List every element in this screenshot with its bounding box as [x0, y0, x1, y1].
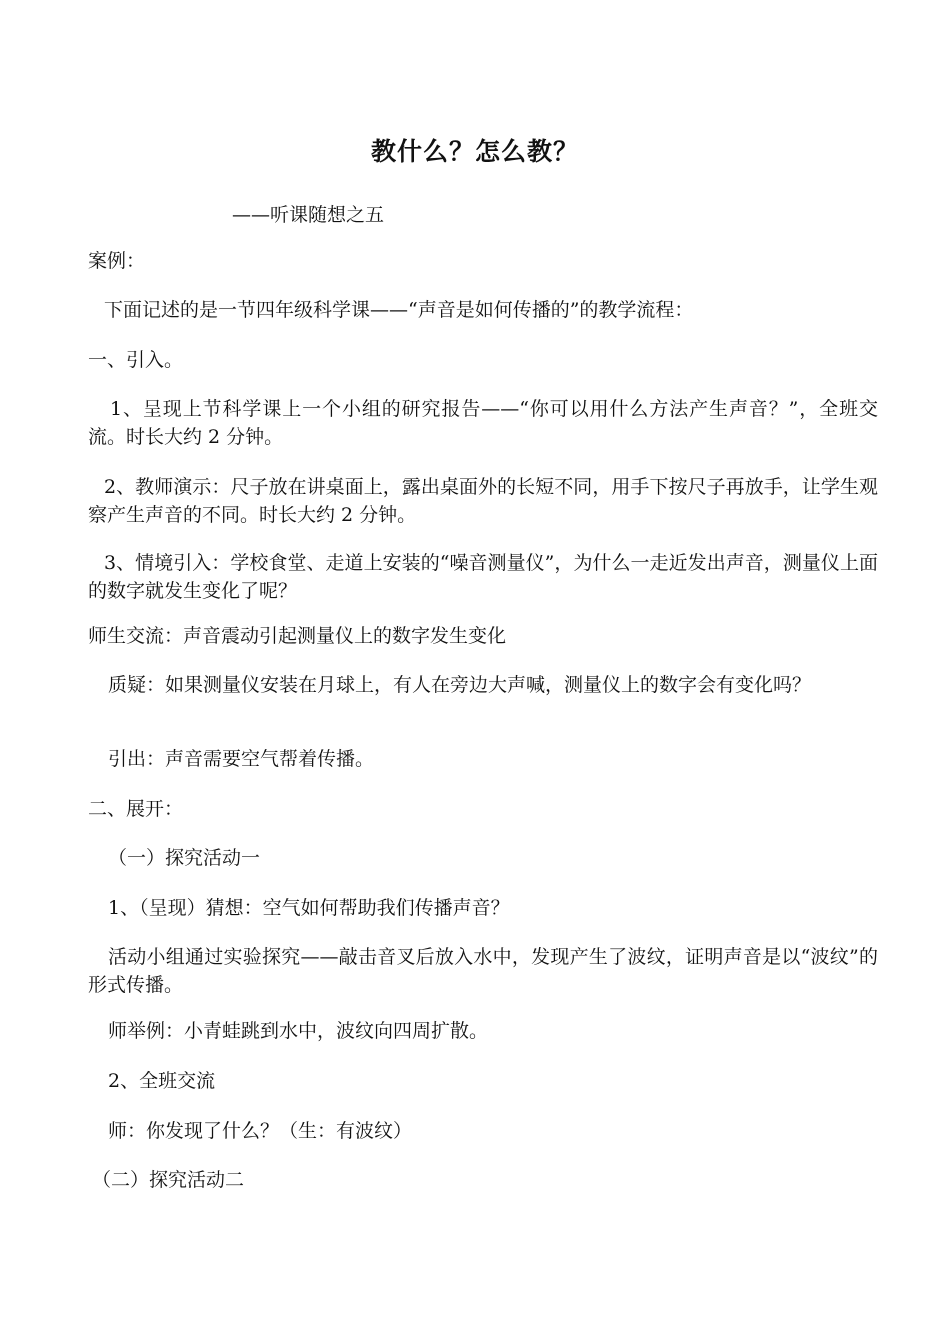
- paragraph-step-2: 2、教师演示：尺子放在讲桌面上，露出桌面外的长短不同，用手下按尺子再放手，让学生观察产生声音的不同。时长大约 2 分钟。: [88, 476, 878, 526]
- heading-activity-2: （二）探究活动二: [92, 1169, 245, 1191]
- paragraph-lead-out: 引出：声音需要空气帮着传播。: [108, 748, 375, 770]
- document-subtitle: ——听课随想之五: [232, 204, 385, 226]
- paragraph-question: 质疑：如果测量仪安装在月球上，有人在旁边大声喊，测量仪上的数字会有变化吗？: [108, 674, 812, 696]
- heading-section-2: 二、展开：: [88, 798, 184, 820]
- heading-activity-1: （一）探究活动一: [108, 847, 261, 869]
- paragraph-intro: 下面记述的是一节四年级科学课——“声音是如何传播的”的教学流程：: [104, 299, 694, 321]
- paragraph-experiment: 活动小组通过实验探究——敲击音叉后放入水中，发现产生了波纹，证明声音是以“波纹”的形式传播。: [88, 946, 878, 996]
- paragraph-example: 师举例：小青蛙跳到水中，波纹向四周扩散。: [108, 1020, 489, 1042]
- paragraph-class-exchange: 2、全班交流: [108, 1070, 216, 1092]
- paragraph-dialogue: 师：你发现了什么？（生：有波纹）: [108, 1120, 413, 1142]
- paragraph-guess: 1、（呈现）猜想：空气如何帮助我们传播声音？: [108, 897, 510, 919]
- heading-section-1: 一、引入。: [88, 349, 184, 371]
- paragraph-step-3: 3、情境引入：学校食堂、走道上安装的“噪音测量仪”，为什么一走近发出声音，测量仪上面的数字就发生变化了呢？: [88, 552, 878, 602]
- paragraph-case-label: 案例：: [88, 250, 146, 272]
- paragraph-step-1: 1、呈现上节科学课上一个小组的研究报告——“你可以用什么方法产生声音？”，全班交流。时长大约 2 分钟。: [88, 398, 878, 448]
- document-title: 教什么？怎么教？: [370, 137, 579, 166]
- paragraph-exchange: 师生交流：声音震动引起测量仪上的数字发生变化: [88, 625, 507, 647]
